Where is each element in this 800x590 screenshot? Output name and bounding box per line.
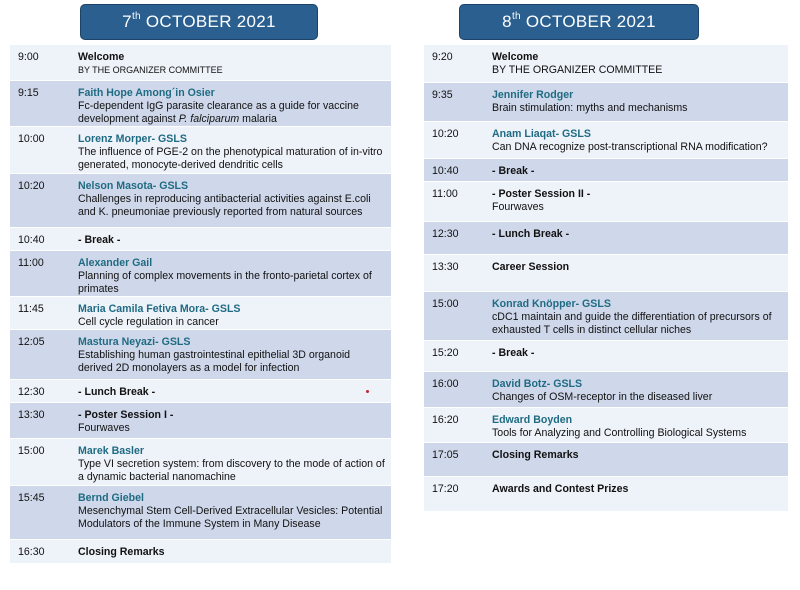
schedule-row <box>10 330 391 380</box>
row-time: 9:20 <box>432 51 453 63</box>
day2-header-day: 8 <box>502 12 512 31</box>
schedule-row <box>10 251 391 297</box>
schedule-row <box>424 122 788 159</box>
row-title: - Break - <box>492 165 535 177</box>
row-time: 10:20 <box>18 180 45 192</box>
speaker-name: Maria Camila Fetiva Mora- GSLS <box>78 303 241 315</box>
row-time: 10:40 <box>432 165 459 177</box>
row-time: 16:00 <box>432 378 459 390</box>
speaker-name: Faith Hope Among´in Osier <box>78 87 215 99</box>
row-body <box>78 297 391 329</box>
row-body <box>492 83 788 121</box>
schedule-row <box>424 443 788 477</box>
day1-header-day: 7 <box>122 12 132 31</box>
schedule-row <box>424 372 788 408</box>
row-body <box>492 182 788 221</box>
day2-header <box>459 4 699 40</box>
row-time: 10:20 <box>432 128 459 140</box>
row-title: - Lunch Break - <box>492 228 570 240</box>
row-body <box>492 122 788 158</box>
row-body <box>492 255 788 291</box>
row-time: 17:05 <box>432 449 459 461</box>
row-body <box>492 341 788 371</box>
organism-name: P. falciparum <box>178 113 240 125</box>
schedule-row <box>10 540 391 564</box>
row-time: 16:30 <box>18 546 45 558</box>
row-time: 9:15 <box>18 87 39 99</box>
row-detail: Fourwaves <box>492 201 544 213</box>
speaker-name: Edward Boyden <box>492 414 573 426</box>
row-detail: Fourwaves <box>78 422 130 434</box>
schedule-row <box>424 45 788 83</box>
row-subtitle: BY THE ORGANIZER COMMITTEE <box>78 65 223 75</box>
speaker-name: Jennifer Rodger <box>492 89 574 101</box>
row-body <box>78 81 391 126</box>
row-title: Closing Remarks <box>78 546 165 558</box>
row-body <box>78 380 391 402</box>
talk-title: Cell cycle regulation in cancer <box>78 316 219 328</box>
row-body <box>492 477 788 511</box>
row-title: - Lunch Break - <box>78 386 156 398</box>
row-title: - Break - <box>492 347 535 359</box>
day2-header-month: OCTOBER 2021 <box>520 12 656 31</box>
talk-title: Challenges in reproducing antibacterial activities against E.coli and K. pneumoniae previously reported from natural sources <box>78 193 371 218</box>
row-title: Closing Remarks <box>492 449 579 461</box>
day2-header-sup: th <box>511 11 521 22</box>
speaker-name: Bernd Giebel <box>78 492 144 504</box>
row-time: 9:00 <box>18 51 39 63</box>
schedule-row <box>424 477 788 512</box>
talk-title: Tools for Analyzing and Controlling Biological Systems <box>492 427 747 439</box>
talk-title: The influence of PGE-2 on the phenotypical maturation of in-vitro generated, monocyte-derived dendritic cells <box>78 146 383 171</box>
row-body <box>78 540 391 563</box>
schedule-row <box>424 292 788 341</box>
row-time: 12:30 <box>18 386 45 398</box>
schedule-row <box>10 81 391 127</box>
day1-header-month: OCTOBER 2021 <box>140 12 276 31</box>
schedule-row <box>10 486 391 540</box>
day1-header-sup: th <box>131 11 141 22</box>
row-time: 15:00 <box>432 298 459 310</box>
schedule-row <box>10 380 391 403</box>
row-title: - Break - <box>78 234 121 246</box>
row-body <box>78 45 391 80</box>
row-body <box>492 372 788 407</box>
schedule-row <box>424 182 788 222</box>
row-title: Welcome <box>492 51 539 63</box>
row-body <box>78 127 391 173</box>
row-time: 15:00 <box>18 445 45 457</box>
row-body <box>78 403 391 438</box>
schedule-row <box>424 222 788 255</box>
talk-title: Brain stimulation: myths and mechanisms <box>492 102 688 114</box>
talk-title: Can DNA recognize post-transcriptional RNA modification? <box>492 141 768 153</box>
row-time: 15:45 <box>18 492 45 504</box>
row-time: 11:45 <box>18 303 44 315</box>
speaker-name: Anam Liaqat- GSLS <box>492 128 591 140</box>
row-body <box>78 486 391 539</box>
schedule-row <box>10 403 391 439</box>
row-time: 9:35 <box>432 89 453 101</box>
row-body <box>78 330 391 379</box>
talk-title: Fc-dependent IgG parasite clearance as a guide for vaccine development against P. falciparum malaria <box>78 100 359 125</box>
schedule-row <box>10 174 391 228</box>
schedule-row <box>10 297 391 330</box>
row-time: 13:30 <box>432 261 459 273</box>
schedule-row <box>424 83 788 122</box>
talk-title: cDC1 maintain and guide the differentiation of precursors of exhausted T cells in distinct cellular niches <box>492 311 772 336</box>
stray-mark <box>366 390 369 393</box>
row-body <box>492 159 788 181</box>
speaker-name: Alexander Gail <box>78 257 153 269</box>
row-title: Welcome <box>78 51 125 63</box>
row-time: 11:00 <box>18 257 44 269</box>
row-time: 10:40 <box>18 234 45 246</box>
row-body <box>78 251 391 296</box>
row-subtitle: BY THE ORGANIZER COMMITTEE <box>492 64 663 76</box>
day2-schedule <box>424 45 788 512</box>
row-body <box>492 408 788 442</box>
talk-title: Planning of complex movements in the fronto-parietal cortex of primates <box>78 270 372 295</box>
row-body <box>492 222 788 254</box>
row-time: 16:20 <box>432 414 459 426</box>
day1-schedule <box>10 45 391 564</box>
schedule-row <box>424 341 788 372</box>
row-body <box>78 174 391 227</box>
row-title: Career Session <box>492 261 570 273</box>
schedule-row <box>424 159 788 182</box>
day1-header <box>80 4 318 40</box>
row-title: - Poster Session II - <box>492 188 591 200</box>
row-time: 12:30 <box>432 228 459 240</box>
row-body <box>492 443 788 476</box>
schedule-row <box>424 408 788 443</box>
row-time: 12:05 <box>18 336 45 348</box>
schedule-row <box>10 439 391 486</box>
row-time: 11:00 <box>432 188 458 200</box>
row-body <box>78 439 391 485</box>
speaker-name: Nelson Masota- GSLS <box>78 180 189 192</box>
talk-title: Mesenchymal Stem Cell-Derived Extracellular Vesicles: Potential Modulators of the Immune System in Many Disease <box>78 505 383 530</box>
talk-title: Type VI secretion system: from discovery to the mode of action of a dynamic bacterial nanomachine <box>78 458 385 483</box>
row-body <box>492 45 788 82</box>
row-body <box>78 228 391 250</box>
schedule-row <box>10 228 391 251</box>
speaker-name: Lorenz Morper- GSLS <box>78 133 187 145</box>
schedule-row <box>10 127 391 174</box>
row-time: 10:00 <box>18 133 45 145</box>
speaker-name: Konrad Knöpper- GSLS <box>492 298 611 310</box>
speaker-name: David Botz- GSLS <box>492 378 583 390</box>
talk-title: Establishing human gastrointestinal epithelial 3D organoid derived 2D monolayers as a model for infection <box>78 349 351 374</box>
talk-title: Changes of OSM-receptor in the diseased liver <box>492 391 713 403</box>
schedule-row <box>10 45 391 81</box>
row-body <box>492 292 788 340</box>
row-time: 15:20 <box>432 347 459 359</box>
speaker-name: Marek Basler <box>78 445 144 457</box>
row-title: Awards and Contest Prizes <box>492 483 629 495</box>
row-time: 13:30 <box>18 409 45 421</box>
speaker-name: Mastura Neyazi- GSLS <box>78 336 191 348</box>
schedule-row <box>424 255 788 292</box>
row-time: 17:20 <box>432 483 459 495</box>
row-title: - Poster Session I - <box>78 409 174 421</box>
